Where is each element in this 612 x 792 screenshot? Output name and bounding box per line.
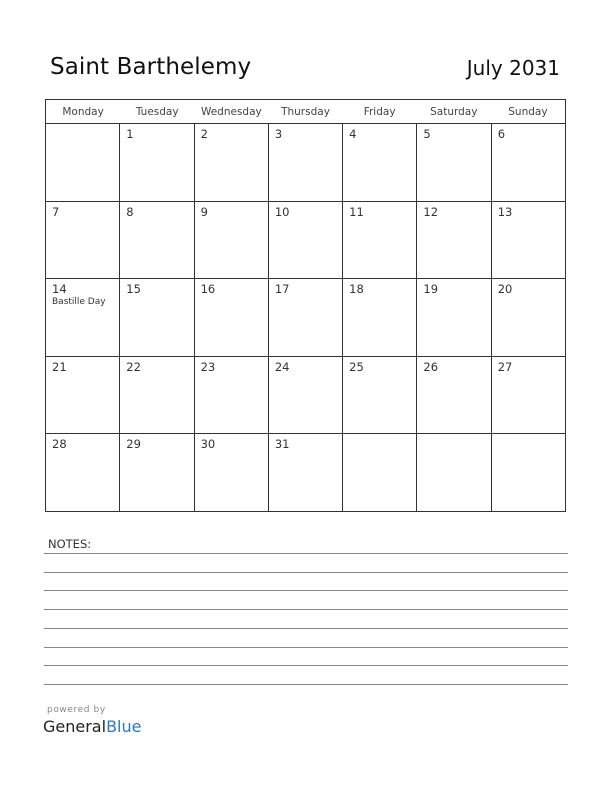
- day-cell: [195, 124, 269, 201]
- day-number: 20: [497, 282, 513, 296]
- day-number: 3: [274, 127, 283, 141]
- month-label: July 2031: [466, 56, 560, 80]
- note-line: [44, 628, 568, 629]
- day-cell: [269, 357, 343, 434]
- day-cell: [492, 434, 565, 512]
- day-number: 19: [423, 282, 439, 296]
- day-cell: [269, 124, 343, 201]
- day-number: 9: [200, 204, 208, 219]
- day-cell: [417, 202, 491, 279]
- day-number: 12: [423, 204, 439, 219]
- note-line: [44, 553, 568, 554]
- day-cell: [417, 279, 491, 356]
- calendar-grid: [45, 99, 566, 512]
- weekday-header: Saturday: [430, 106, 478, 118]
- day-cell: [343, 124, 417, 201]
- day-number: 30: [200, 437, 216, 451]
- day-number: 28: [52, 437, 67, 451]
- day-cell: [417, 434, 491, 512]
- day-cell: [195, 434, 269, 512]
- week-row: [46, 279, 565, 357]
- day-number: 5: [423, 127, 431, 141]
- day-number: 22: [126, 359, 141, 374]
- day-number: 25: [349, 359, 364, 374]
- day-number: 23: [200, 359, 216, 374]
- day-number: 18: [349, 282, 364, 296]
- note-line: [44, 572, 568, 573]
- day-cell: [417, 124, 491, 201]
- day-number: 13: [497, 204, 513, 219]
- day-cell: [46, 124, 120, 201]
- day-number: 4: [349, 127, 357, 141]
- day-cell: [343, 434, 417, 512]
- day-number: 14: [52, 282, 67, 296]
- logo-general: General: [43, 717, 107, 736]
- week-row: [46, 124, 565, 202]
- day-cell: [269, 202, 343, 279]
- week-row: [46, 434, 565, 512]
- weekday-header: Friday: [363, 106, 396, 118]
- powered-by-text: powered by: [47, 705, 106, 715]
- day-number: 2: [200, 127, 208, 141]
- day-cell: [195, 202, 269, 279]
- day-cell: [269, 434, 343, 512]
- day-cell: [120, 279, 194, 356]
- week-row: [46, 357, 565, 435]
- note-line: [44, 684, 568, 685]
- day-number: 8: [126, 204, 134, 219]
- day-cell: [492, 202, 565, 279]
- day-cell: [46, 434, 120, 512]
- day-cell: [492, 279, 565, 356]
- day-cell: [195, 279, 269, 356]
- calendar-title: Saint Barthelemy: [50, 54, 252, 80]
- day-cell: [492, 124, 565, 201]
- day-cell: [343, 202, 417, 279]
- day-number: 15: [126, 282, 141, 296]
- generalblue-logo[interactable]: [43, 717, 141, 736]
- weekday-header: Monday: [62, 106, 104, 118]
- day-cell: [269, 279, 343, 356]
- week-row: [46, 202, 565, 280]
- day-cell: [492, 357, 565, 434]
- day-number: 29: [126, 437, 141, 451]
- day-number: 21: [52, 359, 67, 374]
- day-cell: [417, 357, 491, 434]
- day-number: 24: [274, 359, 290, 374]
- day-cell: [195, 357, 269, 434]
- day-cell: [120, 357, 194, 434]
- note-line: [44, 647, 568, 648]
- day-cell: [343, 279, 417, 356]
- day-number: 6: [497, 127, 506, 141]
- day-number: 27: [497, 359, 513, 374]
- day-cell: [46, 357, 120, 434]
- day-number: 1: [126, 127, 134, 141]
- weekday-header: Wednesday: [200, 106, 262, 118]
- weekday-header-row: [46, 100, 565, 124]
- day-cell: [120, 434, 194, 512]
- day-cell: [343, 357, 417, 434]
- note-line: [44, 609, 568, 610]
- weekday-header: Thursday: [281, 106, 330, 118]
- day-number: 10: [274, 204, 290, 219]
- day-cell: [46, 202, 120, 279]
- weekday-header: Sunday: [508, 106, 548, 118]
- note-line: [44, 665, 568, 666]
- notes-label: NOTES:: [48, 537, 92, 551]
- note-line: [44, 590, 568, 591]
- day-number: 11: [349, 204, 364, 219]
- day-cell: [46, 279, 120, 356]
- day-number: 26: [423, 359, 439, 374]
- logo-blue: Blue: [106, 717, 142, 736]
- day-cell: [120, 202, 194, 279]
- day-cell: [120, 124, 194, 201]
- day-number: 17: [274, 282, 290, 296]
- weekday-header: Tuesday: [135, 106, 179, 118]
- day-number: 7: [52, 204, 60, 219]
- day-number: 31: [274, 437, 290, 451]
- holiday-label: Bastille Day: [52, 297, 106, 307]
- day-number: 16: [200, 282, 216, 296]
